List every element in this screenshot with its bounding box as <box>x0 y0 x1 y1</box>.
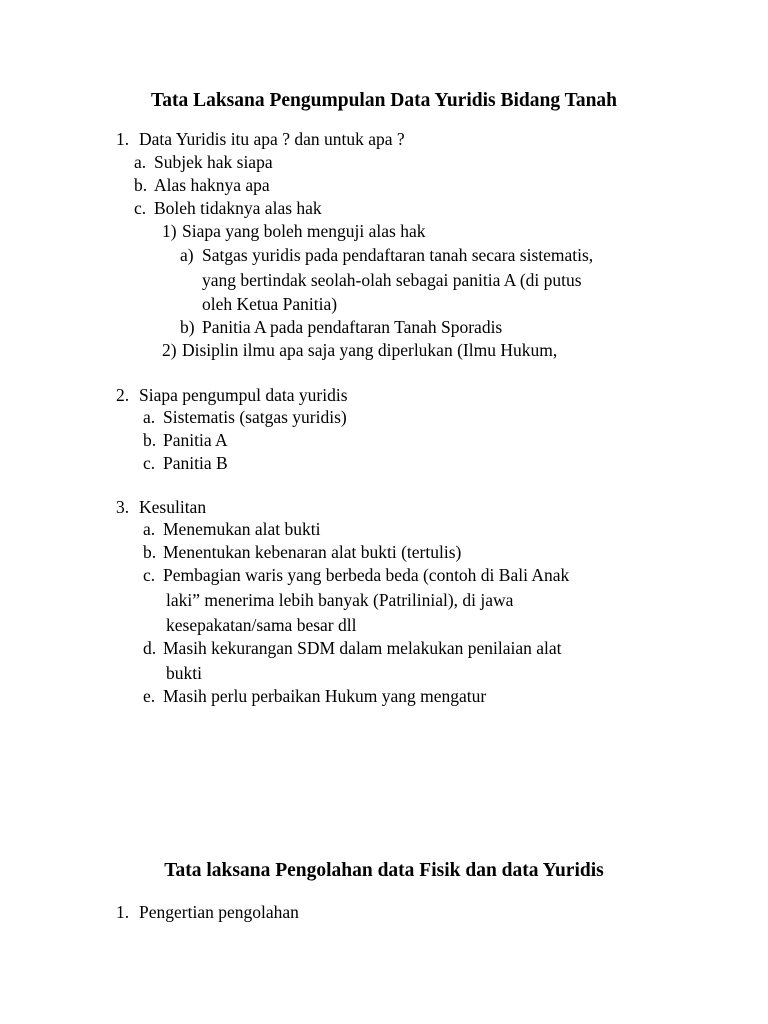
list-item-text: Panitia B <box>163 453 228 473</box>
list-marker: b. <box>134 175 148 195</box>
list-item-continuation: oleh Ketua Panitia) <box>202 294 338 314</box>
list-item-text: Satgas yuridis pada pendaftaran tanah secara sistematis, <box>202 245 594 265</box>
list-item-text: Disiplin ilmu apa saja yang diperlukan (Ilmu Hukum, <box>182 340 558 360</box>
list-item-text: Panitia A <box>163 430 228 450</box>
list-marker: a) <box>180 245 194 265</box>
list-marker: 3. <box>116 497 130 517</box>
list-marker: 1. <box>116 129 130 149</box>
list-marker: 1) <box>162 221 177 241</box>
list-item-text: Subjek hak siapa <box>154 152 273 172</box>
list-item-continuation: bukti <box>166 663 202 683</box>
list-item-3 <box>116 496 206 518</box>
list-marker: 2. <box>116 385 130 405</box>
list-marker: a. <box>143 407 156 427</box>
list-marker: a. <box>134 152 147 172</box>
list-marker: 1. <box>116 902 130 922</box>
list-marker: c. <box>134 198 147 218</box>
list-item-text: Siapa pengumpul data yuridis <box>139 385 348 405</box>
list-item-continuation: kesepakatan/sama besar dll <box>166 615 357 635</box>
list-marker: c. <box>143 565 156 585</box>
list-marker: d. <box>143 638 157 658</box>
list-marker: b) <box>180 317 195 337</box>
list-item-s2-1 <box>116 901 299 923</box>
section-1-title: Tata Laksana Pengumpulan Data Yuridis Bidang Tanah <box>150 90 618 111</box>
list-item-text: Kesulitan <box>139 497 207 517</box>
list-item-2b <box>143 429 228 451</box>
list-marker: a. <box>143 519 156 539</box>
list-item-1c <box>134 197 322 219</box>
list-item-text: Masih perlu perbaikan Hukum yang mengatur <box>163 686 487 706</box>
list-item-text: Menentukan kebenaran alat bukti (tertulis) <box>163 542 462 562</box>
list-item-1b <box>134 174 270 196</box>
list-marker: e. <box>143 686 156 706</box>
list-item-1c-1a <box>180 244 593 266</box>
list-item-3a <box>143 518 320 540</box>
list-item-text: Siapa yang boleh menguji alas hak <box>182 221 426 241</box>
list-marker: b. <box>143 430 157 450</box>
list-item-1c-1b <box>180 316 502 338</box>
list-item-text: Masih kekurangan SDM dalam melakukan penilaian alat <box>163 638 562 658</box>
list-item-text: Menemukan alat bukti <box>163 519 321 539</box>
list-marker: b. <box>143 542 157 562</box>
list-item-text: Pengertian pengolahan <box>139 902 299 922</box>
list-item-1 <box>116 128 405 150</box>
list-item-2c <box>143 452 228 474</box>
section-2-title: Tata laksana Pengolahan data Fisik dan data Yuridis <box>164 860 604 881</box>
list-item-text: Data Yuridis itu apa ? dan untuk apa ? <box>139 129 405 149</box>
list-item-3b <box>143 541 461 563</box>
list-item-3c <box>143 564 569 586</box>
list-item-1a <box>134 151 273 173</box>
list-item-3e <box>143 685 486 707</box>
list-item-continuation: laki” menerima lebih banyak (Patrilinial), di jawa <box>166 590 514 610</box>
list-item-1c-2 <box>162 339 557 361</box>
list-item-text: Boleh tidaknya alas hak <box>154 198 322 218</box>
list-item-continuation: yang bertindak seolah-olah sebagai panitia A (di putus <box>202 270 582 290</box>
list-item-3d <box>143 637 562 659</box>
list-marker: 2) <box>162 340 177 360</box>
list-item-text: Panitia A pada pendaftaran Tanah Sporadis <box>202 317 503 337</box>
list-item-text: Alas haknya apa <box>154 175 270 195</box>
list-item-1c-1 <box>162 220 425 242</box>
list-item-text: Sistematis (satgas yuridis) <box>163 407 347 427</box>
list-marker: c. <box>143 453 156 473</box>
list-item-2 <box>116 384 348 406</box>
list-item-2a <box>143 406 347 428</box>
list-item-text: Pembagian waris yang berbeda beda (contoh di Bali Anak <box>163 565 570 585</box>
